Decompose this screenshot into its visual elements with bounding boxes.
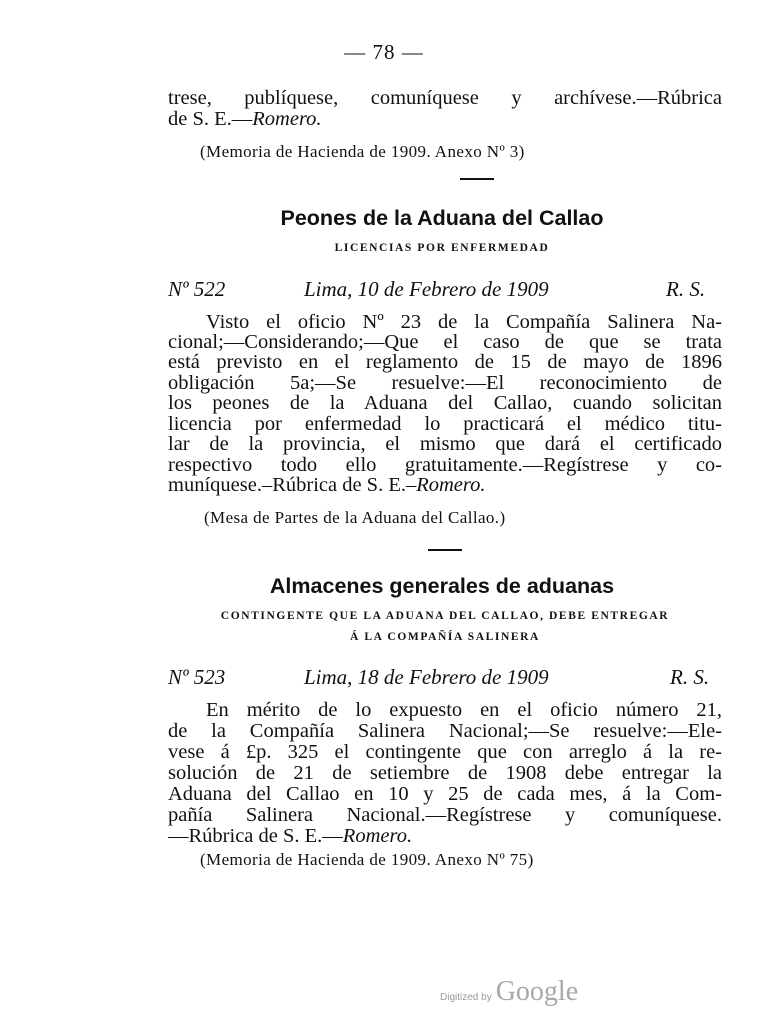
section2-signature: Romero. — [342, 825, 413, 847]
section1-line-8: respectivo todo ello gratuitamente.—Regístrese y co- — [168, 454, 722, 476]
google-logo: Google — [495, 976, 579, 1007]
section1-line-7: lar de la provincia, el mismo que dará el certificado — [168, 433, 722, 455]
section1-title: Peones de la Aduana del Callao — [280, 206, 604, 230]
section2-line-1: En mérito de lo expuesto en el oficio número 21, — [206, 699, 722, 721]
divider-rule — [460, 178, 494, 180]
page-number: — 78 — — [344, 40, 424, 64]
google-watermark — [440, 976, 578, 1008]
intro-signature: Romero. — [252, 108, 322, 130]
section2-subtitle-line-1: CONTINGENTE QUE LA ADUANA DEL CALLAO, DEBE ENTREGAR — [220, 610, 670, 622]
section2-last-line: —Rúbrica de S. E.— — [168, 825, 343, 847]
section2-title: Almacenes generales de aduanas — [269, 574, 615, 598]
section1-signature: Romero. — [416, 474, 486, 496]
section2-line-3: vese á £p. 325 el contingente que con arreglo á la re- — [168, 741, 722, 763]
section2-line-7 — [168, 826, 412, 846]
section2-line-2: de la Compañía Salinera Nacional;—Se resuelve:—Ele- — [168, 720, 722, 742]
section1-subtitle: LICENCIAS POR ENFERMEDAD — [334, 242, 550, 254]
section1-last-line: muníquese.–Rúbrica de S. E.– — [168, 474, 417, 496]
section1-type: R. S. — [666, 277, 706, 301]
section1-source: (Mesa de Partes de la Aduana del Callao.) — [204, 508, 506, 527]
section2-type: R. S. — [670, 665, 710, 689]
section2-line-6: pañía Salinera Nacional.—Regístrese y comuníquese. — [168, 804, 722, 826]
section2-entry-header — [168, 665, 718, 689]
section2-subtitle-line-2: Á LA COMPAÑÍA SALINERA — [350, 631, 540, 643]
section1-line-2: cional;—Considerando;—Que el caso de que se trata — [168, 331, 722, 353]
section1-line-9 — [168, 475, 486, 495]
section1-number: Nº 522 — [168, 277, 226, 301]
intro-source: (Memoria de Hacienda de 1909. Anexo Nº 3) — [200, 142, 525, 161]
section2-line-5: Aduana del Callao en 10 y 25 de cada mes, á la Com- — [168, 783, 722, 805]
section1-line-1: Visto el oficio Nº 23 de la Compañía Salinera Na- — [206, 311, 722, 333]
section1-line-4: obligación 5a;—Se resuelve:—El reconocimiento de — [168, 372, 722, 394]
section1-line-6: licencia por enfermedad lo practicará el médico titu- — [168, 413, 722, 435]
section1-entry-header — [168, 277, 718, 301]
section1-line-5: los peones de la Aduana del Callao, cuando solicitan — [168, 392, 722, 414]
section2-date: Lima, 18 de Febrero de 1909 — [304, 665, 549, 689]
intro-line-2 — [168, 109, 322, 129]
watermark-small-text: Digitized by — [440, 992, 492, 1003]
section2-line-4: solución de 21 de setiembre de 1908 debe entregar la — [168, 762, 722, 784]
section1-line-3: está previsto en el reglamento de 15 de mayo de 1896 — [168, 351, 722, 373]
section2-number: Nº 523 — [168, 665, 226, 689]
intro-line-2-text: de S. E.— — [168, 108, 253, 130]
divider-rule-2 — [428, 549, 462, 551]
intro-line-1: trese, publíquese, comuníquese y archívese.—Rúbrica — [168, 87, 722, 109]
section1-date: Lima, 10 de Febrero de 1909 — [304, 277, 549, 301]
section2-source: (Memoria de Hacienda de 1909. Anexo Nº 75) — [200, 850, 534, 869]
